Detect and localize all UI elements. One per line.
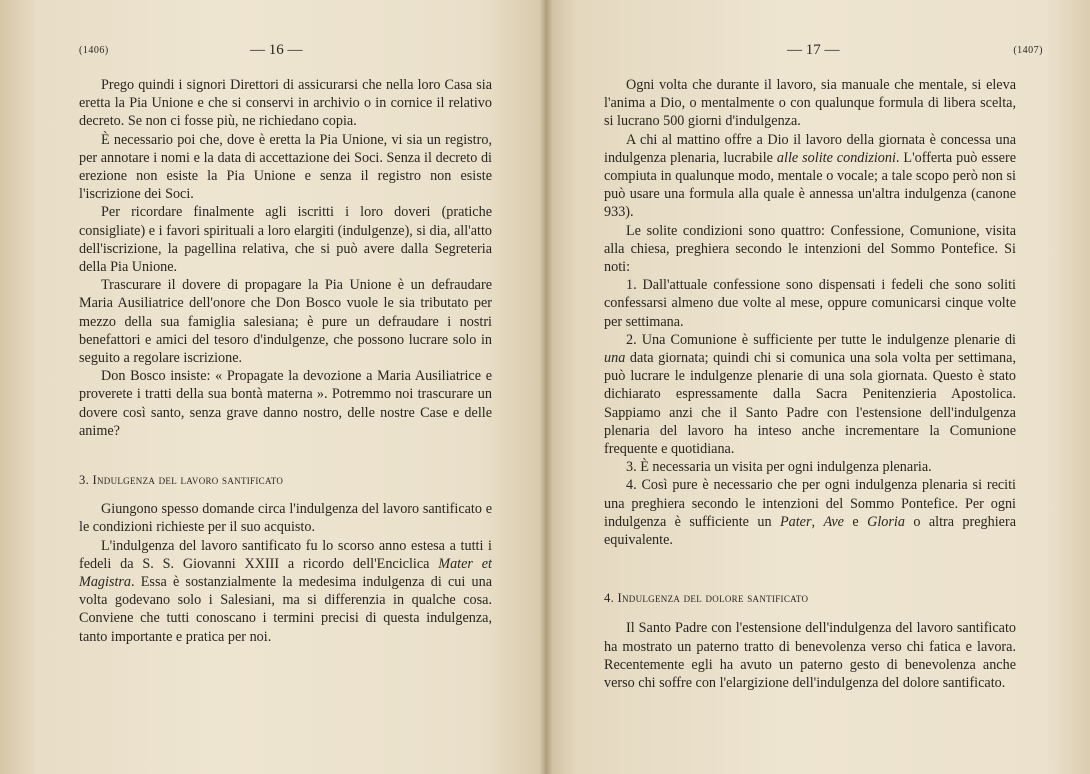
text-run: A chi al mattino offre a Dio il lavoro della giornata è concessa una indulgenza plenaria, lucrabile — [604, 131, 1016, 166]
encyclical-title: Mater et Magistra — [79, 555, 492, 591]
text-run: . Essa è sostanzialmente la medesima indulgenza di cui una volta godevano solo i Salesiani, ma si differenzia in qualche cosa. Conviene che tutti conoscano i termini precisi di questa indulgenza, tanto importante e pratica per noi. — [79, 574, 492, 645]
left-page-ref: (1406) — [79, 45, 109, 56]
text-run: data giornata; quindi chi si comunica una sola volta per settimana, può lucrare le indulgenze plenarie di una sola giornata. Questo è stato dichiarato espressamente dalla Sacra Penitenzieria Apostolica. Sappiamo anzi che il Santo Padre con l'estensione dell'indulgenza plenaria del lavoro ha inteso anche incrementare la Comunione frequente e quotidiana. — [604, 350, 1016, 458]
list-item: 1. Dall'attuale confessione sono dispensati i fedeli che sono soliti confessarsi almeno due volte al mese, oppure comunicarsi cinque volte per settimana. — [604, 277, 1016, 330]
right-page-ref: (1407) — [1013, 45, 1043, 56]
text-run: 2. Una Comunione è sufficiente per tutte le indulgenze plenarie di — [626, 331, 1016, 348]
text-run: e — [843, 513, 868, 530]
left-page-header — [0, 42, 545, 62]
paragraph: Giungono spesso domande circa l'indulgenza del lavoro santificato e le condizioni richieste per il suo acquisto. — [79, 501, 492, 536]
italic-word: una — [604, 350, 626, 367]
paragraph — [604, 131, 1016, 222]
paragraph: Prego quindi i signori Direttori di assicurarsi che nella loro Casa sia eretta la Pia Unione e che si conservi in archivio o in cornice il relativo decreto. Se non ci fosse più, ne richiedano copia. — [79, 77, 492, 130]
paragraph: È necessario poi che, dove è eretta la Pia Unione, vi sia un registro, per annotare i nomi e la data di accettazione dei Soci. Senza il decreto di erezione non esiste la Pia Unione e senza il registro non esiste l'iscrizione dei Soci. — [79, 131, 492, 203]
italic-phrase: alle solite condizioni — [776, 149, 896, 166]
paragraph: Trascurare il dovere di propagare la Pia Unione è un defraudare Maria Ausiliatrice dell'onore che Don Bosco vuole le sia tributato per mezzo della sua famiglia salesiana; è pure un defraudare i nostri benefattori e amici del tesoro d'indulgenze, che possono lucrare solo in seguito a regolare iscrizione. — [79, 277, 492, 367]
paragraph: Per ricordare finalmente agli iscritti i loro doveri (pratiche consigliate) e i favori spirituali a loro elargiti (indulgenze), si dia, all'atto dell'iscrizione, la pagellina relativa, che si può avere dalla Segreteria della Pia Unione. — [79, 204, 492, 276]
right-page-header — [545, 42, 1090, 62]
list-item — [604, 476, 1016, 549]
prayer-name: Ave — [823, 513, 844, 530]
book-gutter — [540, 0, 552, 774]
text-run: L'indulgenza del lavoro santificato fu lo scorso anno estesa a tutti i fedeli da S. S. Giovanni XXIII a ricordo dell'Enciclica — [79, 537, 492, 572]
right-page-body — [604, 76, 1016, 692]
left-page-body — [79, 76, 492, 646]
paragraph: Don Bosco insiste: « Propagate la devozione a Maria Ausiliatrice e proverete i tratti della sua bontà materna ». Potremmo noi trascurare un dovere così santo, senza grave danno nostro, delle nostre Case e delle anime? — [79, 368, 492, 439]
list-item — [604, 331, 1016, 458]
right-page — [545, 0, 1090, 774]
text-run: , — [811, 513, 824, 530]
section-heading-3: 3. Indulgenza del lavoro santificato — [79, 473, 284, 488]
paragraph — [79, 537, 492, 646]
section-heading-4: 4. Indulgenza del dolore santificato — [604, 591, 809, 606]
text-run: 4. Così pure è necessario che per ogni indulgenza plenaria si reciti una preghiera secondo le intenzioni del Sommo Pontefice. Per ogni indulgenza è sufficiente un — [604, 477, 1016, 530]
prayer-name: Gloria — [867, 513, 905, 530]
text-run: o altra preghiera equivalente. — [604, 513, 1016, 549]
paragraph: Le solite condizioni sono quattro: Confessione, Comunione, visita alla chiesa, preghiera secondo le intenzioni del Sommo Pontefice. Si noti: — [604, 222, 1016, 276]
prayer-name: Pater — [779, 513, 812, 530]
text-run: . L'offerta può essere compiuta in qualunque modo, mentale o vocale; a tale scopo però non si può usare una formula alla quale è annessa un'altra indulgenza (canone 933). — [604, 149, 1016, 221]
list-item: 3. È necessaria un visita per ogni indulgenza plenaria. — [626, 459, 932, 476]
left-page-number: — 16 — — [250, 42, 303, 58]
paragraph: Il Santo Padre con l'estensione dell'indulgenza del lavoro santificato ha mostrato un paterno tratto di benevolenza verso chi fatica e lavora. Recentemente egli ha avuto un paterno gesto di benevolenza anche verso chi soffre con l'elargizione dell'indulgenza del dolore santificato. — [604, 620, 1016, 692]
paragraph: Ogni volta che durante il lavoro, sia manuale che mentale, si eleva l'anima a Dio, o mentalmente o con qualunque formula di libera scelta, si lucrano 500 giorni d'indulgenza. — [604, 77, 1016, 130]
right-page-number: — 17 — — [787, 42, 840, 58]
